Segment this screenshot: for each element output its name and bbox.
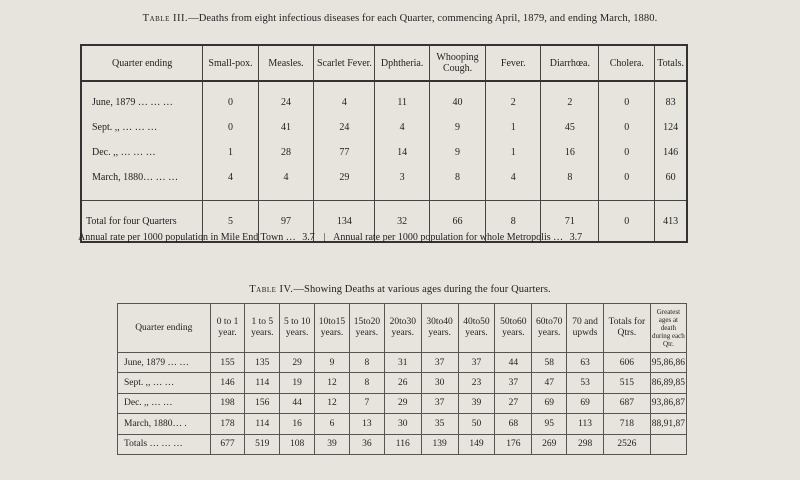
- t4-cell: 53: [567, 373, 604, 393]
- t4-header-60-70: 60to70 years.: [532, 304, 567, 353]
- t3-cell: 4: [258, 165, 314, 190]
- table3-header-row: [81, 45, 687, 81]
- t4-header-0-1: 0 to 1 year.: [210, 304, 245, 353]
- t4-cell: 69: [567, 393, 604, 413]
- t3-cell: Dec. ,, … … …: [81, 140, 203, 165]
- t3-header-measles: Measles.: [258, 45, 314, 81]
- t3-cell: 0: [203, 115, 258, 140]
- t4-cell: 6: [315, 414, 350, 434]
- t4-cell: 29: [384, 393, 421, 413]
- t3-cell: 9: [429, 140, 485, 165]
- t4-cell: 95,86,86: [650, 353, 686, 373]
- t4-cell: 8: [349, 353, 384, 373]
- t4-header-30-40: 30to40 years.: [421, 304, 458, 353]
- rate-metropolis-value: 3.7: [569, 232, 583, 243]
- t4-cell: 12: [315, 373, 350, 393]
- t4-header-70-up: 70 and upwds: [567, 304, 604, 353]
- table3-caption: [0, 13, 800, 24]
- t4-cell: June, 1879 … …: [118, 353, 211, 373]
- table-row: [118, 373, 687, 393]
- t4-total-cell: [650, 434, 686, 454]
- rate-mile-end-label: Annual rate per 1000 population in Mile End Town …: [78, 232, 296, 243]
- t3-total-cell: 97: [258, 201, 314, 243]
- t4-cell: 95: [532, 414, 567, 434]
- t3-cell: 2: [486, 90, 541, 115]
- table3-title: —Deaths from eight infectious diseases for each Quarter, commencing April, 1879, and ending March, 1880.: [188, 13, 658, 24]
- t4-cell: 135: [245, 353, 280, 373]
- table3-label: Table III.: [142, 13, 189, 24]
- t3-cell: 8: [429, 165, 485, 190]
- t3-cell: 0: [599, 115, 655, 140]
- t4-total-cell: 269: [532, 434, 567, 454]
- t3-total-cell: 134: [314, 201, 375, 243]
- t4-cell: 114: [245, 414, 280, 434]
- t4-cell: 26: [384, 373, 421, 393]
- t3-total-cell: 8: [486, 201, 541, 243]
- t4-header-5-10: 5 to 10 years.: [280, 304, 315, 353]
- t3-header-fever: Fever.: [486, 45, 541, 81]
- t4-cell: 8: [349, 373, 384, 393]
- t3-cell: March, 1880… … …: [81, 165, 203, 190]
- t3-cell: 83: [655, 90, 687, 115]
- t3-cell: 1: [486, 140, 541, 165]
- t4-header-totals: Totals for Qtrs.: [603, 304, 650, 353]
- t3-header-whooping-cough: Whooping Cough.: [429, 45, 485, 81]
- t4-cell: 50: [458, 414, 495, 434]
- t3-header-totals: Totals.: [655, 45, 687, 81]
- t4-cell: 114: [245, 373, 280, 393]
- table4-total-row: [118, 434, 687, 454]
- t4-total-cell: 108: [280, 434, 315, 454]
- t3-total-cell: 413: [655, 201, 687, 243]
- t4-cell: 86,89,85: [650, 373, 686, 393]
- t3-total-cell: 5: [203, 201, 258, 243]
- t3-cell: 4: [203, 165, 258, 190]
- t4-header-quarter: Quarter ending: [118, 304, 211, 353]
- t3-header-diphtheria: Dphtheria.: [375, 45, 429, 81]
- t4-cell: 88,91,87: [650, 414, 686, 434]
- t4-cell: 155: [210, 353, 245, 373]
- table-row: [81, 140, 687, 165]
- t4-total-label: Totals … … …: [118, 434, 211, 454]
- t3-cell: 28: [258, 140, 314, 165]
- t4-cell: 44: [495, 353, 532, 373]
- t3-cell: June, 1879 … … …: [81, 90, 203, 115]
- t3-cell: 9: [429, 115, 485, 140]
- t4-cell: 515: [603, 373, 650, 393]
- t4-total-cell: 176: [495, 434, 532, 454]
- t3-total-cell: 71: [541, 201, 599, 243]
- t4-header-1-5: 1 to 5 years.: [245, 304, 280, 353]
- t4-cell: 7: [349, 393, 384, 413]
- t3-cell: 77: [314, 140, 375, 165]
- t4-header-50-60: 50to60 years.: [495, 304, 532, 353]
- t3-cell: 3: [375, 165, 429, 190]
- t3-cell: 11: [375, 90, 429, 115]
- t4-cell: 198: [210, 393, 245, 413]
- t4-cell: 178: [210, 414, 245, 434]
- rate-metropolis-label: Annual rate per 1000 population for whole Metropolis …: [333, 232, 564, 243]
- t4-cell: 37: [495, 373, 532, 393]
- t3-cell: 0: [599, 90, 655, 115]
- t3-cell: 124: [655, 115, 687, 140]
- t3-header-quarter: Quarter ending: [81, 45, 203, 81]
- t4-cell: 606: [603, 353, 650, 373]
- t4-cell: Dec. ,, … …: [118, 393, 211, 413]
- t3-total-cell: 0: [599, 201, 655, 243]
- t4-cell: 16: [280, 414, 315, 434]
- t3-cell: 4: [314, 90, 375, 115]
- t3-cell: 14: [375, 140, 429, 165]
- t4-cell: 37: [421, 353, 458, 373]
- t3-cell: 0: [203, 90, 258, 115]
- t4-total-cell: 298: [567, 434, 604, 454]
- t4-cell: 39: [458, 393, 495, 413]
- t3-header-scarlet-fever: Scarlet Fever.: [314, 45, 375, 81]
- table4-caption: [0, 284, 800, 295]
- table-row: [81, 90, 687, 115]
- t4-cell: 37: [421, 393, 458, 413]
- t4-cell: 44: [280, 393, 315, 413]
- table-row: [118, 393, 687, 413]
- t4-total-cell: 36: [349, 434, 384, 454]
- t4-cell: 35: [421, 414, 458, 434]
- t4-cell: 19: [280, 373, 315, 393]
- table4-title: —Showing Deaths at various ages during the four Quarters.: [293, 284, 551, 295]
- t3-cell: 60: [655, 165, 687, 190]
- t3-cell: 4: [486, 165, 541, 190]
- t4-cell: 30: [421, 373, 458, 393]
- table4-header-row: [118, 304, 687, 353]
- t3-cell: 24: [314, 115, 375, 140]
- t3-cell: 24: [258, 90, 314, 115]
- t4-header-10-15: 10to15 years.: [315, 304, 350, 353]
- t3-cell: 1: [486, 115, 541, 140]
- t4-cell: 156: [245, 393, 280, 413]
- t4-cell: 31: [384, 353, 421, 373]
- t4-cell: 47: [532, 373, 567, 393]
- t4-cell: 29: [280, 353, 315, 373]
- t4-cell: 13: [349, 414, 384, 434]
- t4-total-cell: 519: [245, 434, 280, 454]
- t3-total-cell: 66: [429, 201, 485, 243]
- t4-cell: 68: [495, 414, 532, 434]
- t4-total-cell: 2526: [603, 434, 650, 454]
- t4-total-cell: 677: [210, 434, 245, 454]
- t3-cell: 0: [599, 140, 655, 165]
- t3-cell: 8: [541, 165, 599, 190]
- t4-header-15-20: 15to20 years.: [349, 304, 384, 353]
- t4-cell: March, 1880… .: [118, 414, 211, 434]
- t4-cell: 69: [532, 393, 567, 413]
- t3-header-cholera: Cholera.: [599, 45, 655, 81]
- t4-header-20-30: 20to30 years.: [384, 304, 421, 353]
- annual-rate-line: [78, 232, 798, 243]
- t4-cell: 146: [210, 373, 245, 393]
- t3-cell: 29: [314, 165, 375, 190]
- t4-cell: 58: [532, 353, 567, 373]
- table-row: [118, 353, 687, 373]
- infectious-diseases-table: [80, 44, 688, 243]
- t3-header-smallpox: Small-pox.: [203, 45, 258, 81]
- t4-total-cell: 139: [421, 434, 458, 454]
- t3-cell: 45: [541, 115, 599, 140]
- t4-cell: 9: [315, 353, 350, 373]
- t4-header-40-50: 40to50 years.: [458, 304, 495, 353]
- t4-cell: 37: [458, 353, 495, 373]
- t4-cell: 687: [603, 393, 650, 413]
- table4-label: Table IV.: [249, 284, 294, 295]
- t3-header-diarrhoea: Diarrhœa.: [541, 45, 599, 81]
- rate-separator: |: [323, 232, 326, 243]
- t4-total-cell: 149: [458, 434, 495, 454]
- t3-cell: Sept. ,, … … …: [81, 115, 203, 140]
- t3-total-label: Total for four Quarters: [81, 201, 203, 243]
- t3-total-cell: 32: [375, 201, 429, 243]
- t4-header-greatest-ages: Greatest ages at death during each Qtr.: [650, 304, 686, 353]
- t3-cell: 0: [599, 165, 655, 190]
- t4-cell: 113: [567, 414, 604, 434]
- deaths-by-age-table: [117, 303, 687, 455]
- rate-mile-end-value: 3.7: [302, 232, 315, 243]
- t4-cell: 93,86,87: [650, 393, 686, 413]
- t3-cell: 41: [258, 115, 314, 140]
- t4-cell: 30: [384, 414, 421, 434]
- t4-cell: 718: [603, 414, 650, 434]
- t3-cell: 1: [203, 140, 258, 165]
- t4-cell: 12: [315, 393, 350, 413]
- t4-cell: Sept. ,, … …: [118, 373, 211, 393]
- t3-cell: 16: [541, 140, 599, 165]
- t4-cell: 63: [567, 353, 604, 373]
- t4-total-cell: 116: [384, 434, 421, 454]
- t3-cell: 4: [375, 115, 429, 140]
- t4-cell: 23: [458, 373, 495, 393]
- table-row: [81, 165, 687, 190]
- table-row: [81, 115, 687, 140]
- t4-total-cell: 39: [315, 434, 350, 454]
- t3-cell: 2: [541, 90, 599, 115]
- t3-cell: 40: [429, 90, 485, 115]
- t4-cell: 27: [495, 393, 532, 413]
- table-row: [118, 414, 687, 434]
- t3-cell: 146: [655, 140, 687, 165]
